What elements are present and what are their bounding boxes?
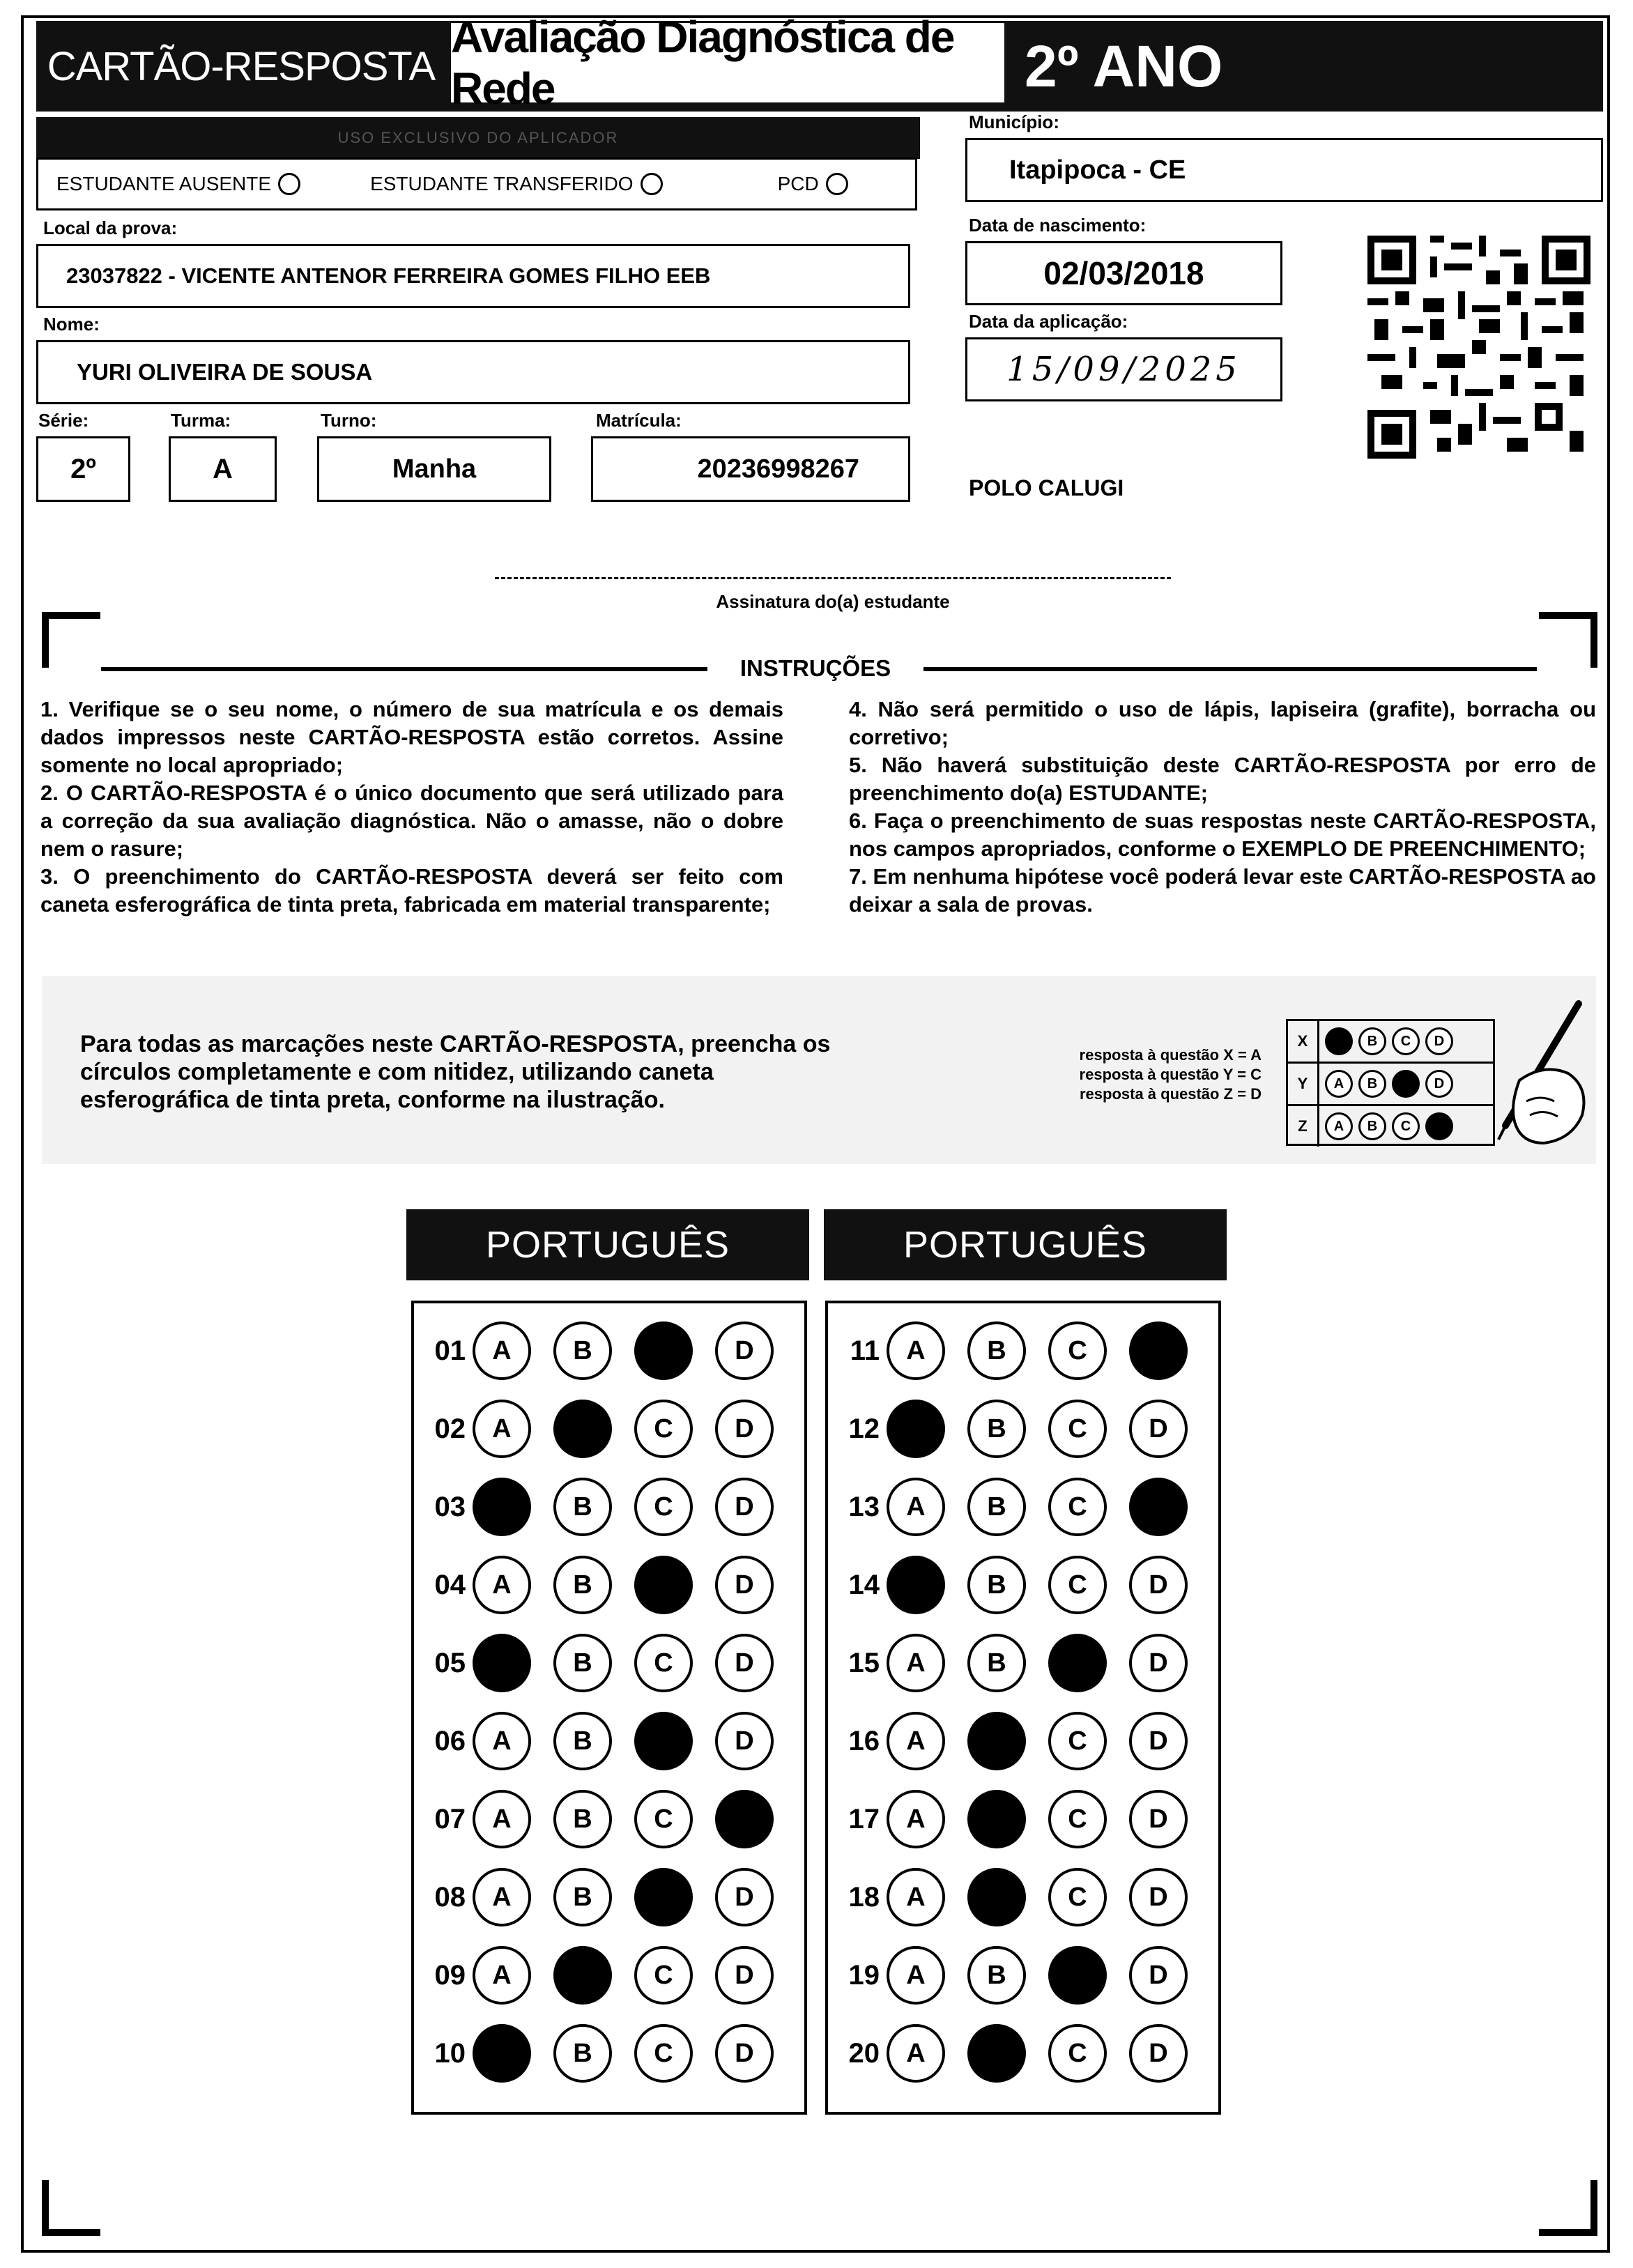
answer-bubble-d[interactable]: D (1129, 1634, 1188, 1692)
question-number: 05 (434, 1647, 466, 1678)
filling-example-text: Para todas as marcações neste CARTÃO-RESPOSTA, preencha os círculos completamente e com nitidez, utilizando caneta esferográfica de tinta preta, conforme na ilustração. (80, 1031, 831, 1113)
assessment-title: Avaliação Diagnóstica de Rede (449, 21, 1006, 105)
absent-bubble[interactable] (278, 173, 300, 195)
example-bubble-a: A (1325, 1112, 1353, 1140)
answer-bubble-c[interactable]: C (1048, 1556, 1107, 1614)
pcd-label: PCD (777, 173, 819, 194)
question-number: 10 (434, 2037, 466, 2069)
name-label: Nome: (43, 314, 100, 335)
instructions-right (849, 696, 1596, 919)
grade-title: 2º ANO (1025, 33, 1223, 99)
corner-mark-bottom-right (1539, 2180, 1597, 2236)
answer-bubble-b[interactable]: B (553, 1400, 612, 1458)
legend-x: resposta à questão X = A (1079, 1046, 1262, 1064)
answer-bubble-a[interactable]: A (887, 1946, 945, 2005)
example-row-label: Y (1288, 1064, 1319, 1104)
answer-bubble-d[interactable]: D (1129, 2024, 1188, 2083)
question-number: 04 (434, 1569, 466, 1600)
question-row (838, 1321, 1210, 1380)
answer-bubble-c[interactable]: C (1048, 1790, 1107, 1848)
birthdate-value: 02/03/2018 (965, 241, 1282, 305)
subject-header-1: PORTUGUÊS (406, 1209, 809, 1280)
question-row (838, 1712, 1210, 1770)
corner-mark-bottom-left (42, 2180, 100, 2236)
example-bubble-c (1392, 1070, 1420, 1098)
answer-bubble-c[interactable]: C (634, 1400, 693, 1458)
turno-label: Turno: (321, 410, 377, 431)
question-row (838, 1634, 1210, 1692)
subject-header-2: PORTUGUÊS (824, 1209, 1227, 1280)
question-row (424, 1946, 796, 2005)
transferred-label: ESTUDANTE TRANSFERIDO (370, 173, 634, 194)
example-bubble-c: C (1392, 1112, 1420, 1140)
serie-value: 2º (36, 436, 130, 502)
question-number: 16 (848, 1725, 880, 1756)
local-value: 23037822 - VICENTE ANTENOR FERREIRA GOMES FILHO EEB (36, 244, 910, 308)
municipio-value: Itapipoca - CE (965, 138, 1603, 202)
question-number: 06 (434, 1725, 466, 1756)
question-number: 17 (848, 1803, 880, 1834)
example-bubble-a: A (1325, 1070, 1353, 1098)
answer-bubble-a[interactable]: A (887, 1400, 945, 1458)
answer-bubble-c[interactable]: C (1048, 1478, 1107, 1536)
question-row (424, 1712, 796, 1770)
filling-example-legend (997, 1045, 1262, 1104)
answer-bubble-a[interactable]: A (473, 2024, 531, 2083)
answer-bubble-a[interactable]: A (473, 1790, 531, 1848)
example-bubble-b: B (1358, 1070, 1386, 1098)
question-number: 07 (434, 1803, 466, 1834)
question-number: 13 (848, 1491, 880, 1522)
transferred-bubble[interactable] (641, 173, 663, 195)
answer-bubble-b[interactable]: B (553, 1321, 612, 1380)
answer-bubble-a[interactable]: A (473, 1946, 531, 2005)
answer-bubble-d[interactable]: D (715, 1634, 774, 1692)
legend-z: resposta à questão Z = D (1079, 1085, 1262, 1103)
answer-bubble-b[interactable]: B (967, 1946, 1026, 2005)
question-row (838, 1790, 1210, 1848)
answer-bubble-c[interactable]: C (1048, 2024, 1107, 2083)
example-bubble-a (1325, 1027, 1353, 1055)
answer-bubble-b[interactable]: B (967, 1868, 1026, 1926)
answer-bubble-c[interactable]: C (1048, 1712, 1107, 1770)
card-title: CARTÃO-RESPOSTA (47, 43, 436, 89)
question-row (424, 1556, 796, 1614)
answer-bubble-c[interactable]: C (1048, 1634, 1107, 1692)
answer-bubble-d[interactable]: D (715, 1868, 774, 1926)
answer-bubble-d[interactable]: D (1129, 1946, 1188, 2005)
answer-bubble-c[interactable]: C (634, 1946, 693, 2005)
matricula-label: Matrícula: (596, 410, 682, 431)
instruction-6: 6. Faça o preenchimento de suas respostas neste CARTÃO-RESPOSTA, nos campos apropriados, conforme o EXEMPLO DE PREENCHIMENTO; (849, 809, 1596, 861)
instruction-1: 1. Verifique se o seu nome, o número de sua matrícula e os demais dados impressos neste CARTÃO-RESPOSTA estão corretos. Assine somente no local apropriado; (40, 697, 783, 777)
example-row-label: Z (1288, 1106, 1319, 1147)
question-row (838, 1556, 1210, 1614)
question-number: 20 (848, 2037, 880, 2069)
answer-bubble-c[interactable]: C (634, 1868, 693, 1926)
answer-bubble-a[interactable]: A (473, 1321, 531, 1380)
absent-label: ESTUDANTE AUSENTE (56, 173, 272, 194)
status-options (36, 158, 917, 210)
filling-example-table (1286, 1019, 1495, 1146)
question-row (424, 2024, 796, 2083)
answer-bubble-d[interactable]: D (715, 1321, 774, 1380)
question-number: 14 (848, 1569, 880, 1600)
answer-bubble-c[interactable]: C (634, 1712, 693, 1770)
answer-bubble-b[interactable]: B (553, 1868, 612, 1926)
question-number: 19 (848, 1959, 880, 1991)
answer-bubble-d[interactable]: D (1129, 1321, 1188, 1380)
answer-bubble-c[interactable]: C (634, 1321, 693, 1380)
answer-bubble-c[interactable]: C (634, 1556, 693, 1614)
question-number: 11 (850, 1335, 880, 1366)
qr-code (1367, 236, 1590, 459)
serie-label: Série: (38, 410, 89, 431)
answer-bubble-a[interactable]: A (473, 1478, 531, 1536)
turma-label: Turma: (171, 410, 231, 431)
application-date-value[interactable]: 15/09/2025 (965, 337, 1282, 401)
question-number: 18 (848, 1881, 880, 1913)
matricula-value: 20236998267 (591, 436, 910, 502)
turma-value: A (169, 436, 277, 502)
answer-bubble-b[interactable]: B (553, 1946, 612, 2005)
local-label: Local da prova: (43, 217, 178, 238)
answer-bubble-d[interactable]: D (1129, 1868, 1188, 1926)
instruction-7: 7. Em nenhuma hipótese você poderá levar este CARTÃO-RESPOSTA ao deixar a sala de provas. (849, 864, 1596, 917)
answer-bubble-c[interactable]: C (1048, 1321, 1107, 1380)
instructions-rule-right (923, 667, 1537, 671)
answer-bubble-a[interactable]: A (473, 1868, 531, 1926)
question-row (424, 1478, 796, 1536)
question-row (424, 1321, 796, 1380)
answer-bubble-d[interactable]: D (1129, 1478, 1188, 1536)
question-row (838, 1868, 1210, 1926)
answer-bubble-b[interactable]: B (553, 1634, 612, 1692)
question-number: 15 (848, 1647, 880, 1678)
example-bubble-b: B (1358, 1112, 1386, 1140)
legend-y: resposta à questão Y = C (1079, 1066, 1262, 1083)
answer-bubble-b[interactable]: B (553, 1556, 612, 1614)
answer-bubble-b[interactable]: B (967, 1634, 1026, 1692)
signature-label: Assinatura do(a) estudante (716, 591, 950, 612)
answer-bubble-d[interactable]: D (1129, 1400, 1188, 1458)
question-row (424, 1868, 796, 1926)
question-row (424, 1634, 796, 1692)
instructions-title: INSTRUÇÕES (739, 655, 891, 681)
example-bubble-c: C (1392, 1027, 1420, 1055)
question-number: 12 (848, 1413, 880, 1444)
answer-bubble-a[interactable]: A (473, 1400, 531, 1458)
answer-bubble-a[interactable]: A (887, 1868, 945, 1926)
answer-bubble-d[interactable]: D (715, 1478, 774, 1536)
question-row (838, 1478, 1210, 1536)
answer-bubble-d[interactable]: D (1129, 1556, 1188, 1614)
answer-bubble-b[interactable]: B (967, 1400, 1026, 1458)
answer-bubble-a[interactable]: A (887, 1556, 945, 1614)
applicator-reserved-bar: USO EXCLUSIVO DO APLICADOR (36, 117, 920, 159)
signature-line[interactable] (495, 577, 1171, 579)
birthdate-label: Data de nascimento: (969, 215, 1147, 236)
example-bubble-d (1425, 1112, 1453, 1140)
pen-hand-icon (1478, 997, 1596, 1150)
answer-bubble-b[interactable]: B (967, 1712, 1026, 1770)
example-bubble-d: D (1425, 1070, 1453, 1098)
answer-bubble-a[interactable]: A (887, 1790, 945, 1848)
question-number: 09 (434, 1959, 466, 1991)
answer-grid-2 (825, 1301, 1221, 2115)
answer-bubble-b[interactable]: B (553, 1790, 612, 1848)
answer-bubble-a[interactable]: A (473, 1634, 531, 1692)
example-row (1288, 1021, 1493, 1064)
example-row (1288, 1106, 1493, 1147)
answer-bubble-b[interactable]: B (967, 1790, 1026, 1848)
answer-bubble-d[interactable]: D (715, 1400, 774, 1458)
answer-bubble-c[interactable]: C (1048, 1946, 1107, 2005)
question-number: 02 (434, 1413, 466, 1444)
question-number: 08 (434, 1881, 466, 1913)
answer-bubble-b[interactable]: B (553, 1712, 612, 1770)
question-number: 01 (434, 1335, 466, 1366)
instruction-2: 2. O CARTÃO-RESPOSTA é o único documento que será utilizado para a correção da sua avaliação diagnóstica. Não o amasse, não o dobre nem o rasure; (40, 781, 783, 861)
answer-bubble-d[interactable]: D (715, 2024, 774, 2083)
polo-label: POLO CALUGI (969, 475, 1124, 500)
example-bubble-b: B (1358, 1027, 1386, 1055)
answer-bubble-a[interactable]: A (887, 1634, 945, 1692)
answer-bubble-b[interactable]: B (967, 1321, 1026, 1380)
corner-mark-top-left (42, 612, 100, 668)
example-row-label: X (1288, 1021, 1319, 1062)
answer-bubble-a[interactable]: A (887, 2024, 945, 2083)
question-row (838, 1400, 1210, 1458)
answer-bubble-d[interactable]: D (1129, 1712, 1188, 1770)
application-date-label: Data da aplicação: (969, 311, 1128, 332)
example-row (1288, 1064, 1493, 1106)
answer-grid-1 (411, 1301, 807, 2115)
question-row (838, 1946, 1210, 2005)
question-row (424, 1790, 796, 1848)
answer-bubble-c[interactable]: C (634, 2024, 693, 2083)
answer-bubble-a[interactable]: A (887, 1712, 945, 1770)
turno-value: Manha (317, 436, 551, 502)
answer-bubble-d[interactable]: D (715, 1712, 774, 1770)
answer-bubble-d[interactable]: D (715, 1556, 774, 1614)
question-row (838, 2024, 1210, 2083)
question-number: 03 (434, 1491, 466, 1522)
municipio-label: Município: (969, 112, 1059, 132)
instructions-left (40, 696, 783, 919)
answer-bubble-d[interactable]: D (715, 1790, 774, 1848)
answer-bubble-b[interactable]: B (553, 2024, 612, 2083)
instruction-4: 4. Não será permitido o uso de lápis, lapiseira (grafite), borracha ou corretivo; (849, 697, 1596, 749)
answer-bubble-c[interactable]: C (1048, 1400, 1107, 1458)
instructions-rule-left (101, 667, 707, 671)
pcd-bubble[interactable] (826, 173, 848, 195)
example-bubble-d: D (1425, 1027, 1453, 1055)
answer-bubble-a[interactable]: A (473, 1556, 531, 1614)
answer-bubble-a[interactable]: A (887, 1478, 945, 1536)
answer-bubble-b[interactable]: B (553, 1478, 612, 1536)
answer-bubble-b[interactable]: B (967, 2024, 1026, 2083)
answer-bubble-c[interactable]: C (634, 1634, 693, 1692)
answer-bubble-b[interactable]: B (967, 1478, 1026, 1536)
answer-bubble-a[interactable]: A (473, 1712, 531, 1770)
answer-bubble-c[interactable]: C (634, 1478, 693, 1536)
answer-bubble-d[interactable]: D (1129, 1790, 1188, 1848)
instruction-5: 5. Não haverá substituição deste CARTÃO-RESPOSTA por erro de preenchimento do(a) ESTUDANTE; (849, 753, 1596, 805)
answer-bubble-c[interactable]: C (1048, 1868, 1107, 1926)
answer-bubble-c[interactable]: C (634, 1790, 693, 1848)
instruction-3: 3. O preenchimento do CARTÃO-RESPOSTA deverá ser feito com caneta esferográfica de tinta preta, fabricada em material transparente; (40, 864, 783, 917)
answer-bubble-b[interactable]: B (967, 1556, 1026, 1614)
answer-bubble-d[interactable]: D (715, 1946, 774, 2005)
corner-mark-top-right (1539, 612, 1597, 668)
name-value: YURI OLIVEIRA DE SOUSA (36, 340, 910, 404)
answer-bubble-a[interactable]: A (887, 1321, 945, 1380)
question-row (424, 1400, 796, 1458)
